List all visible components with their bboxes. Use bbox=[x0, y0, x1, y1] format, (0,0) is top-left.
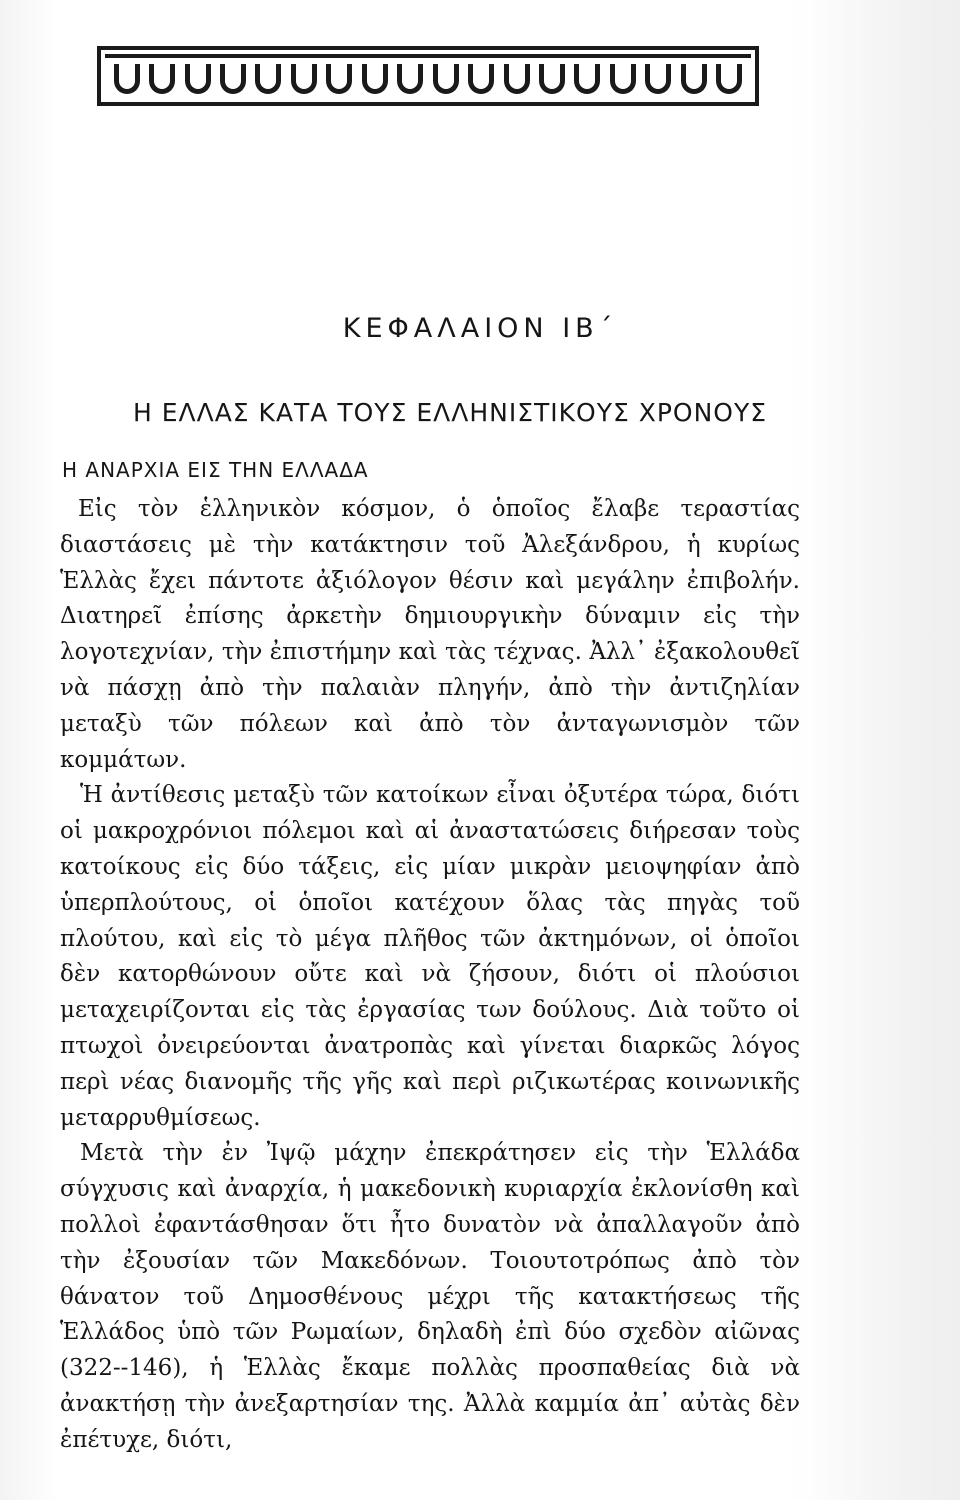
ornament-u-shape bbox=[433, 64, 459, 94]
ornament-u-shape bbox=[149, 64, 175, 94]
ornament-u-shape bbox=[362, 64, 388, 94]
ornament-u-shape bbox=[716, 64, 742, 94]
bleed-through-edge bbox=[810, 0, 960, 1500]
ornament-u-shape bbox=[397, 64, 423, 94]
ornament-u-shape bbox=[255, 64, 281, 94]
ornament-u-shape bbox=[681, 64, 707, 94]
ornament-u-shape bbox=[185, 64, 211, 94]
chapter-heading: ΚΕΦΑΛΑΙΟΝ ΙΒ΄ bbox=[342, 313, 618, 344]
ornament-u-shape bbox=[539, 64, 565, 94]
paragraph: Μετὰ τὴν ἐν Ἰψῷ μάχην ἐπεκράτησεν εἰς τὴν Ἑλλάδα σύγχυσις καὶ ἀναρχία, ἡ μακεδονικὴ κυριαρχία ἐκλονίσθη καὶ πολλοὶ ἐφαντάσθησαν ὅτι ἦτο δυνατὸν νὰ ἀπαλλαγοῦν ἀπὸ τὴν ἐξουσίαν τῶν Μακεδόνων. Τοιουτοτρόπως ἀπὸ τὸν θάνατον τοῦ Δημοσθένους μέχρι τῆς κατακτήσεως τῆς Ἑλλάδος ὑπὸ τῶν Ρωμαίων, δηλαδὴ ἐπὶ δύο σχεδὸν αἰῶνας (322--146), ἡ Ἑλλὰς ἔκαμε πολλὰς προσπαθείας διὰ νὰ ἀνακτήσῃ τὴν ἀνεξαρτησίαν της. Ἀλλὰ καμμία ἀπ᾽ αὐτὰς δὲν ἐπέτυχε, διότι, bbox=[60, 1140, 800, 1453]
ornament-u-shape bbox=[610, 64, 636, 94]
body-text bbox=[60, 492, 800, 1459]
ornament-u-shape bbox=[114, 64, 140, 94]
ornament-u-shape bbox=[468, 64, 494, 94]
ornament-u-shape bbox=[220, 64, 246, 94]
main-title: Η ΕΛΛΑΣ ΚΑΤΑ ΤΟΥΣ ΕΛΛΗΝΙΣΤΙΚΟΥΣ ΧΡΟΝΟΥΣ bbox=[132, 398, 768, 427]
paragraph: Ἡ ἀντίθεσις μεταξὺ τῶν κατοίκων εἶναι ὀξυτέρα τώρα, διότι οἱ μακροχρόνιοι πόλεμοι καὶ αἱ ἀναστατώσεις διήρεσαν τοὺς κατοίκους εἰς δύο τάξεις, εἰς μίαν μικρὰν μειοψηφίαν ἀπὸ ὑπερπλούτους, οἱ ὁποῖοι κατέχουν ὅλας τὰς πηγὰς τοῦ πλούτου, καὶ εἰς τὸ μέγα πλῆθος τῶν ἀκτημόνων, οἱ ὁποῖοι δὲν κατορθώνουν οὔτε καὶ νὰ ζήσουν, διότι οἱ πλούσιοι μεταχειρίζονται εἰς τὰς ἐργασίας των δούλους. Διὰ τοῦτο οἱ πτωχοὶ ὀνειρεύονται ἀνατροπὰς καὶ γίνεται διαρκῶς λόγος περὶ νέας διανομῆς τῆς γῆς καὶ περὶ ριζικωτέρας κοινωνικῆς μεταρρυθμίσεως. bbox=[60, 782, 800, 1131]
ornament-u-shape bbox=[645, 64, 671, 94]
ornament-u-shape bbox=[504, 64, 530, 94]
ornament-u-shape bbox=[574, 64, 600, 94]
decorative-meander-border bbox=[97, 46, 759, 106]
ornament-u-shape bbox=[291, 64, 317, 94]
paragraph: Εἰς τὸν ἑλληνικὸν κόσμον, ὁ ὁποῖος ἔλαβε τεραστίας διαστάσεις μὲ τὴν κατάκτησιν τοῦ Ἀλεξάνδρου, ἡ κυρίως Ἑλλὰς ἔχει πάντοτε ἀξιόλογον θέσιν καὶ μεγάλην ἐπιβολήν. Διατηρεῖ ἐπίσης ἀρκετὴν δημιουργικὴν δύναμιν εἰς τὴν λογοτεχνίαν, τὴν ἐπιστήμην καὶ τὰς τέχνας. Ἀλλ᾽ ἐξακολουθεῖ νὰ πάσχῃ ἀπὸ τὴν παλαιὰν πληγήν, ἀπὸ τὴν ἀντιζηλίαν μεταξὺ τῶν πόλεων καὶ ἀπὸ τὸν ἀνταγωνισμὸν τῶν κομμάτων. bbox=[60, 496, 800, 773]
ornament-u-shape bbox=[326, 64, 352, 94]
section-heading: Η ΑΝΑΡΧΙΑ ΕΙΣ ΤΗΝ ΕΛΛΑΔΑ bbox=[62, 458, 369, 482]
